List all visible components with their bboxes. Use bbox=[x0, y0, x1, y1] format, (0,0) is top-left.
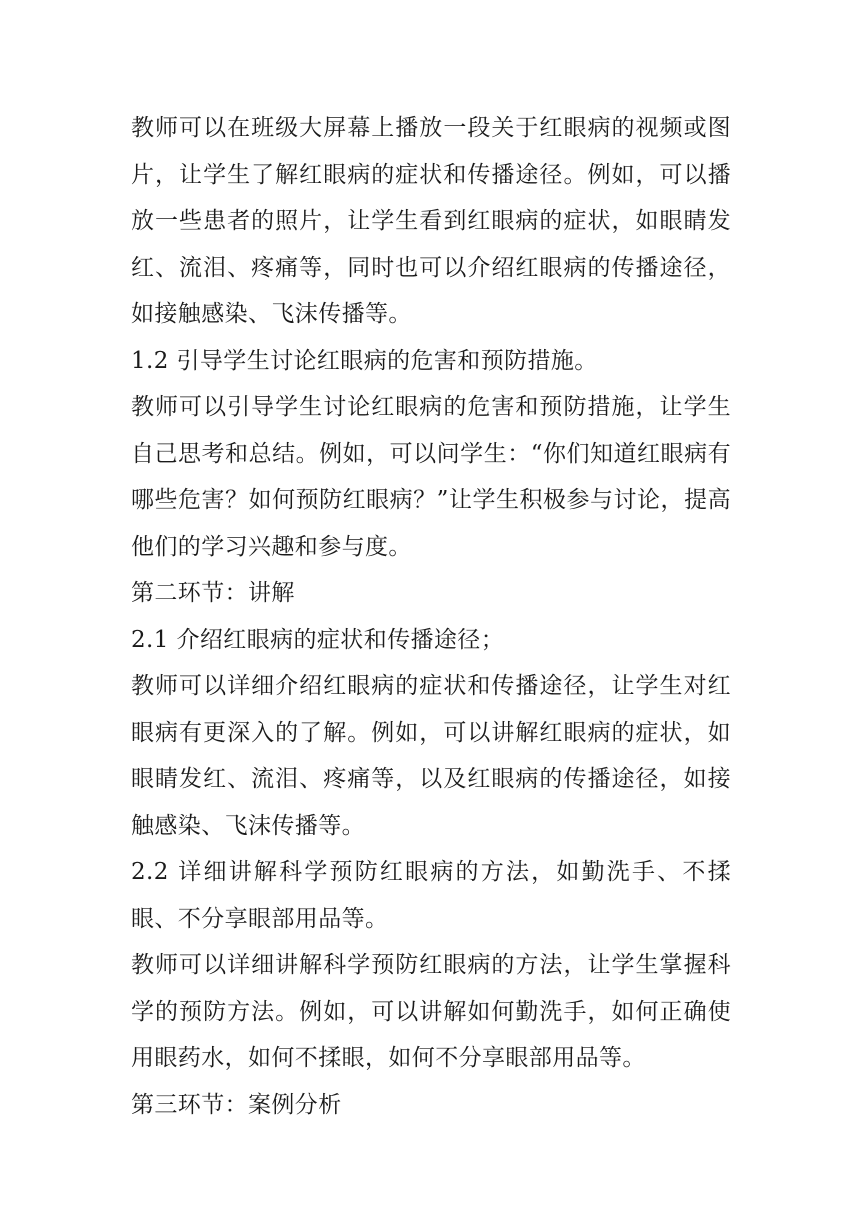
section-heading-2-1: 2.1 介绍红眼病的症状和传播途径； bbox=[131, 626, 505, 653]
paragraph-prevention: 教师可以详细讲解科学预防红眼病的方法，让学生掌握科学的预防方法。例如，可以讲解如何勤洗手，如何正确使用眼药水，如何不揉眼，如何不分享眼部用品等。 bbox=[131, 952, 731, 1071]
section-heading-part-3: 第三环节：案例分析 bbox=[131, 1091, 342, 1118]
paragraph-intro-video: 教师可以在班级大屏幕上播放一段关于红眼病的视频或图片，让学生了解红眼病的症状和传播途径。例如，可以播放一些患者的照片，让学生看到红眼病的症状，如眼睛发红、流泪、疼痛等，同时也可以介绍红眼病的传播途径，如接触感染、飞沫传播等。 bbox=[131, 115, 731, 327]
section-heading-1-2: 1.2 引导学生讨论红眼病的危害和预防措施。 bbox=[131, 347, 598, 374]
section-heading-2-2: 2.2 详细讲解科学预防红眼病的方法，如勤洗手、不揉眼、不分享眼部用品等。 bbox=[131, 859, 731, 932]
paragraph-symptoms: 教师可以详细介绍红眼病的症状和传播途径，让学生对红眼病有更深入的了解。例如，可以讲解红眼病的症状，如眼睛发红、流泪、疼痛等，以及红眼病的传播途径，如接触感染、飞沫传播等。 bbox=[131, 673, 731, 839]
document-body bbox=[131, 105, 731, 1128]
section-heading-part-2: 第二环节：讲解 bbox=[131, 580, 295, 606]
paragraph-discussion: 教师可以引导学生讨论红眼病的危害和预防措施，让学生自己思考和总结。例如，可以问学生：“你们知道红眼病有哪些危害？如何预防红眼病？”让学生积极参与讨论，提高他们的学习兴趣和参与度。 bbox=[131, 394, 731, 560]
